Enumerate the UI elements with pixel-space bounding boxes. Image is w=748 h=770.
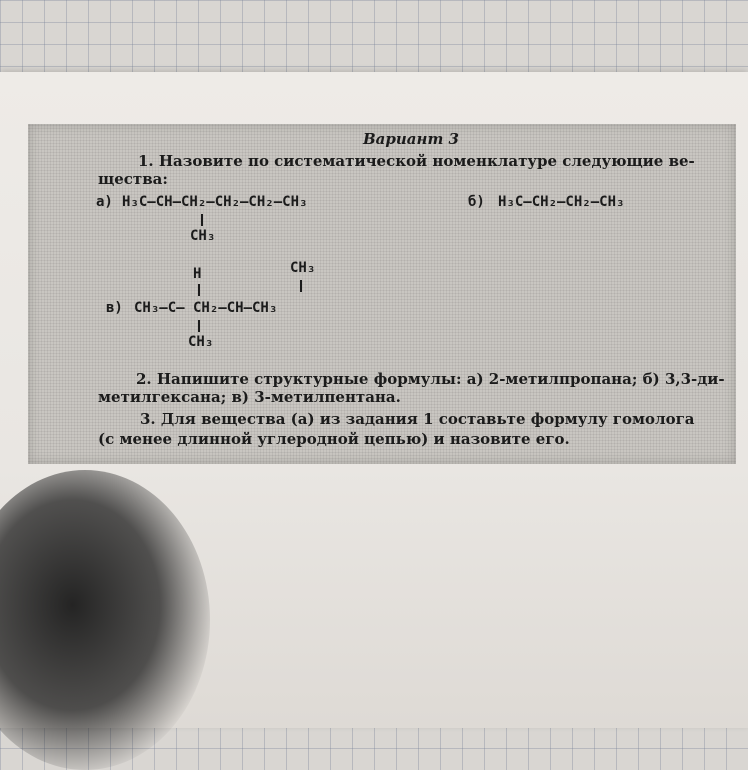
formula-v-top-ch3: CH₃ (290, 260, 316, 276)
task2-line2: метилгексана; в) 3-метилпентана. (98, 388, 401, 406)
formula-b-label: б) (468, 194, 485, 210)
formula-v-bottom-ch3: CH₃ (188, 334, 214, 350)
formula-b: H₃C–CH₂–CH₂–CH₃ (498, 194, 625, 210)
formula-a: H₃C–CH–CH₂–CH₂–CH₂–CH₃ (122, 194, 308, 210)
printed-task-card (28, 124, 736, 464)
formula-a-bond (201, 214, 203, 226)
formula-v: CH₃–C– CH₂–CH–CH₃ (134, 300, 278, 316)
task1-line2: щества: (98, 170, 168, 188)
task3-line1: 3. Для вещества (а) из задания 1 составьте формулу гомолога (140, 410, 695, 428)
task1-line1: 1. Назовите по систематической номенклатуре следующие ве- (138, 152, 695, 170)
variant-title: Вариант 3 (363, 130, 459, 148)
task3-line2: (с менее длинной углеродной цепью) и назовите его. (98, 430, 570, 448)
task2-line1: 2. Напишите структурные формулы: а) 2-метилпропана; б) 3,3-ди- (136, 370, 725, 388)
formula-a-branch: CH₃ (190, 228, 216, 244)
formula-v-bond-top-right (300, 280, 302, 292)
formula-v-top-h: H (193, 266, 202, 282)
formula-v-bond-bottom (198, 320, 200, 332)
formula-v-bond-top-left (198, 284, 200, 296)
formula-v-label: в) (106, 300, 123, 316)
formula-a-label: а) (96, 194, 113, 210)
